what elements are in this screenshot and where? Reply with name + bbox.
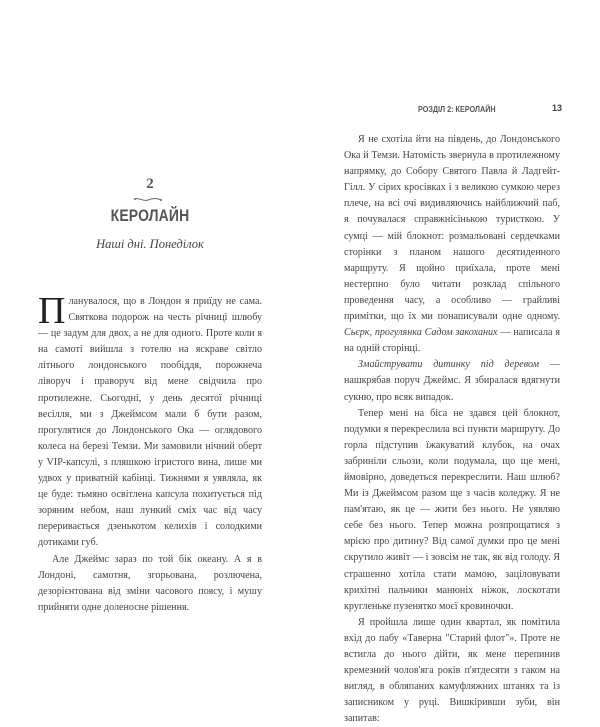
chapter-title: КЕРОЛАЙН	[110, 206, 190, 225]
paragraph	[344, 615, 560, 727]
paragraph-text: Але Джеймс зараз по той бік океану. А я в Лондоні, самотня, згорьована, розлючена, дезорієнтована від зміни часового поясу, і мушу прийняти одне доленосне рішення.	[38, 553, 262, 613]
paragraph-text: Тепер мені на біса не здався цей блокнот, подумки я перекреслила всі пункти маршруту. До горла підступив їжакуватий клубок, на очах забриніли сльози, коли подумала, що ще мені, ймовірно, доведеться перекреслити. Наш шлюб? Ми із Джеймсом разом ще з часів коледжу. Я не пам'ятаю, як це — жити без нього. Не уявляю себе без нього. Тепер можна розпрощатися з мрією про дитину? Від самої думки про це мені скрутило живіт — і зовсім не так, як від голоду. Я страшенно хотіла стати мамою, заціловувати крихітні пальчики манюніх ніжок, лоскотати кругленьке пузенятко моєї кровиночки.	[344, 407, 560, 612]
italic-note: Сьєрк, прогулянка Садом закоханих	[344, 327, 498, 339]
left-page	[0, 0, 300, 613]
paragraph	[344, 132, 560, 357]
swash-ornament-icon	[133, 196, 163, 204]
page-number: 13	[552, 103, 563, 113]
chapter-subtitle: Наші дні. Понеділок	[96, 237, 204, 251]
paragraph	[38, 290, 262, 552]
paragraph-text: — нашкрябав поруч Джеймс. Я збиралася вдягнути сукню, про всяк випадок.	[344, 359, 560, 403]
paragraph-text: — написала я на одній сторінці.	[344, 327, 560, 355]
paragraph	[344, 357, 560, 405]
paragraph-text: Я не схотіла йти на південь, до Лондонського Ока й Темзи. Натомість звернула в протилежному напрямку, до Собору Святого Павла й Ладгейт-Гілл. У сірих кросівках і з великою сумкою через плече, на всі очі видивляючись найближчий паб, я почувалася справжнісінькою туристкою. У сумці — мій блокнот: розмальовані сердечками сторінки з планом нашого десятиденного маршруту. Я щойно приїхала, проте мені нестерпно було читати розклад спільного проведення часу, а особливо — грайливі примітки, що їх ми понаписували одне одному.	[344, 134, 560, 323]
paragraph	[344, 406, 560, 615]
paragraph	[38, 552, 262, 616]
paragraph-text: Я пройшла лише один квартал, як помітила вхід до пабу «Таверна "Старий флот"». Проте не встигла до нього дійти, як мене перепинив кремезний чолов'яга років п'ятдесяти з гаком на вигляд, в обляпаних камуфляжних штанях та із записником у руці. Вишкіривши зуби, він запитав:	[344, 616, 560, 725]
left-page-body	[38, 290, 262, 616]
running-head: РОЗДІЛ 2: КЕРОЛАЙН	[418, 104, 496, 114]
right-page-body	[344, 132, 560, 727]
chapter-number: 2	[146, 176, 154, 192]
drop-cap: П	[38, 290, 66, 332]
paragraph-text: ланувалося, що в Лондон я приїду не сама. Святкова подорож на честь річниці шлюбу — це задум для двох, а не для одного. Проте коли я на самоті вийшла з готелю на яскраве світло літнього лондонського пообіддя, порожнеча ліворуч і праворуч від мене свідчила про протилежне. Сьогодні, у день десятої річниці весілля, ми з Джеймсом мали б бути разом, прогулятися до Лондонського Ока — оглядового колеса на березі Темзи. Ми замовили нічний оберт у VIP-капсулі, з пляшкою ігристого вина, лише ми удвох у приватній кабінці. Тижнями я уявляла, як це буде: тьмяно освітлена капсула похитується під зоряним небом, наш лункий сміх час від часу переривається дзенькотом келихів і солодкими дотиками губ.	[38, 296, 262, 549]
italic-note: Змайструвати дитинку під деревом	[358, 359, 540, 371]
